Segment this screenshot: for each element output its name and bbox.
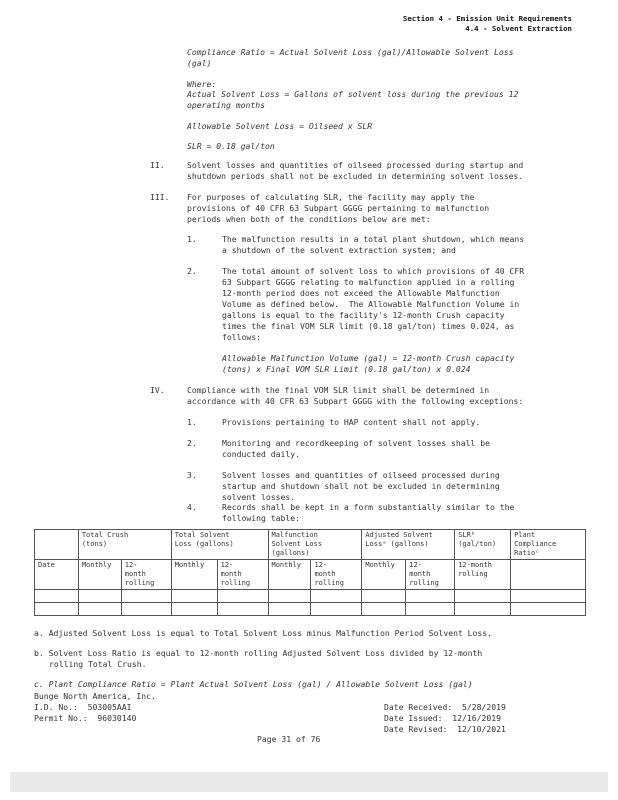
footer-date-received: Date Received: 5/28/2019 (384, 702, 506, 712)
table-cell (455, 590, 511, 603)
item-iv-sub3-text-3: solvent losses. (222, 492, 296, 502)
table-row (35, 590, 586, 603)
item-iii-sub2-text-6: times the final VOM SLR limit (0.18 gal/ton) times 0.024, as (222, 321, 515, 331)
table-header-row (35, 530, 586, 560)
item-iv-sub1-text: Provisions pertaining to HAP content shall not apply. (222, 417, 481, 427)
item-iii-sub1-text: The malfunction results in a total plant shutdown, which means (222, 234, 525, 244)
item-iv-sub4-text-2: following table: (222, 513, 300, 523)
table-cell (121, 603, 171, 616)
item-iv-number: IV. (150, 385, 165, 395)
table-cell (78, 603, 121, 616)
slr-def: SLR = 0.18 gal/ton (187, 141, 275, 151)
item-iv-sub3-number: 3. (187, 470, 197, 480)
item-iii-sub2-text-3: 12-month period does not exceed the Allowable Malfunction (222, 288, 500, 298)
item-iii-sub2-text-4: Volume as defined below. The Allowable Malfunction Volume in (222, 299, 520, 309)
allowable-malfunction-volume-formula-cont: (tons) x Final VOM SLR Limit (0.18 gal/ton) x 0.024 (222, 364, 471, 374)
header-slr: SLRᵇ (gal/ton) (455, 530, 511, 560)
footer-id-number: I.D. No.: 503005AAI (34, 702, 132, 712)
item-iii-text: For purposes of calculating SLR, the facility may apply the (187, 192, 475, 202)
header-total-crush: Total Crush (tons) (78, 530, 171, 560)
subheader-monthly: Monthly (171, 560, 217, 590)
table-subheader-row (35, 560, 586, 590)
subheader-rolling-slr: 12-month rolling (455, 560, 511, 590)
where-label: Where: (187, 79, 217, 89)
note-a: a. Adjusted Solvent Loss is equal to Total Solvent Loss minus Malfunction Period Solvent Loss. (34, 628, 493, 638)
table-cell (171, 590, 217, 603)
compliance-ratio-formula: Compliance Ratio = Actual Solvent Loss (gal)/Allowable Solvent Loss (187, 47, 514, 57)
subheader-rolling: 12- month rolling (406, 560, 455, 590)
footer-date-revised: Date Revised: 12/10/2021 (384, 724, 506, 734)
note-c: c. Plant Compliance Ratio = Plant Actual Solvent Loss (gal) / Allowable Solvent Loss (gal) (34, 679, 473, 689)
item-iv-sub1-number: 1. (187, 417, 197, 427)
subheader-monthly: Monthly (268, 560, 311, 590)
subheader-blank (511, 560, 586, 590)
item-iv-text: Compliance with the final VOM SLR limit shall be determined in (187, 385, 490, 395)
table-cell (171, 603, 217, 616)
subheader-rolling: 12- month rolling (217, 560, 268, 590)
subheader-monthly: Monthly (78, 560, 121, 590)
actual-solvent-loss-def-cont: operating months (187, 100, 265, 110)
table-cell (217, 603, 268, 616)
item-iii-sub1-number: 1. (187, 234, 197, 244)
item-iii-sub2-text: The total amount of solvent loss to which provisions of 40 CFR (222, 266, 525, 276)
scan-bottom-band (10, 772, 608, 792)
table-cell (121, 590, 171, 603)
section-header: Section 4 - Emission Unit Requirements (402, 14, 572, 23)
table-cell (35, 590, 79, 603)
item-iv-text-2: accordance with 40 CFR 63 Subpart GGGG with the following exceptions: (187, 396, 524, 406)
item-iv-sub4-text: Records shall be kept in a form substantially similar to the (222, 502, 515, 512)
item-iv-sub2-number: 2. (187, 438, 197, 448)
table-cell (406, 590, 455, 603)
subsection-header: 4.4 - Solvent Extraction (465, 24, 572, 33)
item-iv-sub2-text-2: conducted daily. (222, 449, 300, 459)
table-cell (455, 603, 511, 616)
table-cell (362, 590, 406, 603)
table-cell (362, 603, 406, 616)
item-iii-sub2-number: 2. (187, 266, 197, 276)
item-iv-sub2-text: Monitoring and recordkeeping of solvent losses shall be (222, 438, 491, 448)
records-table (34, 529, 586, 616)
footer-date-issued: Date Issued: 12/16/2019 (384, 713, 501, 723)
subheader-rolling: 12- month rolling (311, 560, 362, 590)
item-iii-sub1-text-2: a shutdown of the solvent extraction system; and (222, 245, 456, 255)
compliance-ratio-formula-cont: (gal) (187, 58, 212, 68)
item-iii-text-2: provisions of 40 CFR 63 Subpart GGGG pertaining to malfunction (187, 203, 490, 213)
item-iv-sub3-text-2: startup and shutdown shall not be excluded in determining (222, 481, 500, 491)
item-iii-sub2-text-5: gallons is equal to the facility's 12-month Crush capacity (222, 310, 505, 320)
note-b: b. Solvent Loss Ratio is equal to 12-month rolling Adjusted Solvent Loss divided by 12-month (34, 648, 483, 658)
item-iii-number: III. (150, 192, 170, 202)
table-cell (268, 590, 311, 603)
item-iii-sub2-text-7: follows: (222, 332, 261, 342)
table-cell (78, 590, 121, 603)
subheader-rolling: 12- month rolling (121, 560, 171, 590)
table-cell (217, 590, 268, 603)
table-cell (511, 590, 586, 603)
subheader-date: Date (35, 560, 79, 590)
allowable-malfunction-volume-formula: Allowable Malfunction Volume (gal) = 12-month Crush capacity (222, 353, 515, 363)
actual-solvent-loss-def: Actual Solvent Loss = Gallons of solvent loss during the previous 12 (187, 89, 519, 99)
table-cell (311, 590, 362, 603)
table-row (35, 603, 586, 616)
table-cell (268, 603, 311, 616)
item-ii-text: Solvent losses and quantities of oilseed processed during startup and (187, 160, 524, 170)
table-cell (406, 603, 455, 616)
item-iv-sub4-number: 4. (187, 502, 197, 512)
table-cell (311, 603, 362, 616)
item-iii-sub2-text-2: 63 Subpart GGGG relating to malfunction applied in a rolling (222, 277, 515, 287)
page-number: Page 31 of 76 (257, 734, 321, 744)
table-cell (35, 603, 79, 616)
table-header-blank (35, 530, 79, 560)
subheader-monthly: Monthly (362, 560, 406, 590)
footer-company: Bunge North America, Inc. (34, 691, 156, 701)
item-ii-number: II. (150, 160, 165, 170)
header-adjusted-solvent-loss: Adjusted Solvent Lossᵃ (gallons) (362, 530, 455, 560)
note-b-cont: rolling Total Crush. (49, 659, 147, 669)
item-iv-sub3-text: Solvent losses and quantities of oilseed processed during (222, 470, 500, 480)
header-total-solvent-loss: Total Solvent Loss (gallons) (171, 530, 268, 560)
table-cell (511, 603, 586, 616)
header-plant-compliance-ratio: Plant Compliance Ratioᶜ (511, 530, 586, 560)
footer-permit-number: Permit No.: 96030140 (34, 713, 137, 723)
item-ii-text-cont: shutdown periods shall not be excluded in determining solvent losses. (187, 171, 524, 181)
item-iii-text-3: periods when both of the conditions below are met: (187, 214, 431, 224)
header-malfunction-solvent-loss: Malfunction Solvent Loss (gallons) (268, 530, 362, 560)
allowable-solvent-loss-def: Allowable Solvent Loss = Oilseed x SLR (187, 121, 373, 131)
